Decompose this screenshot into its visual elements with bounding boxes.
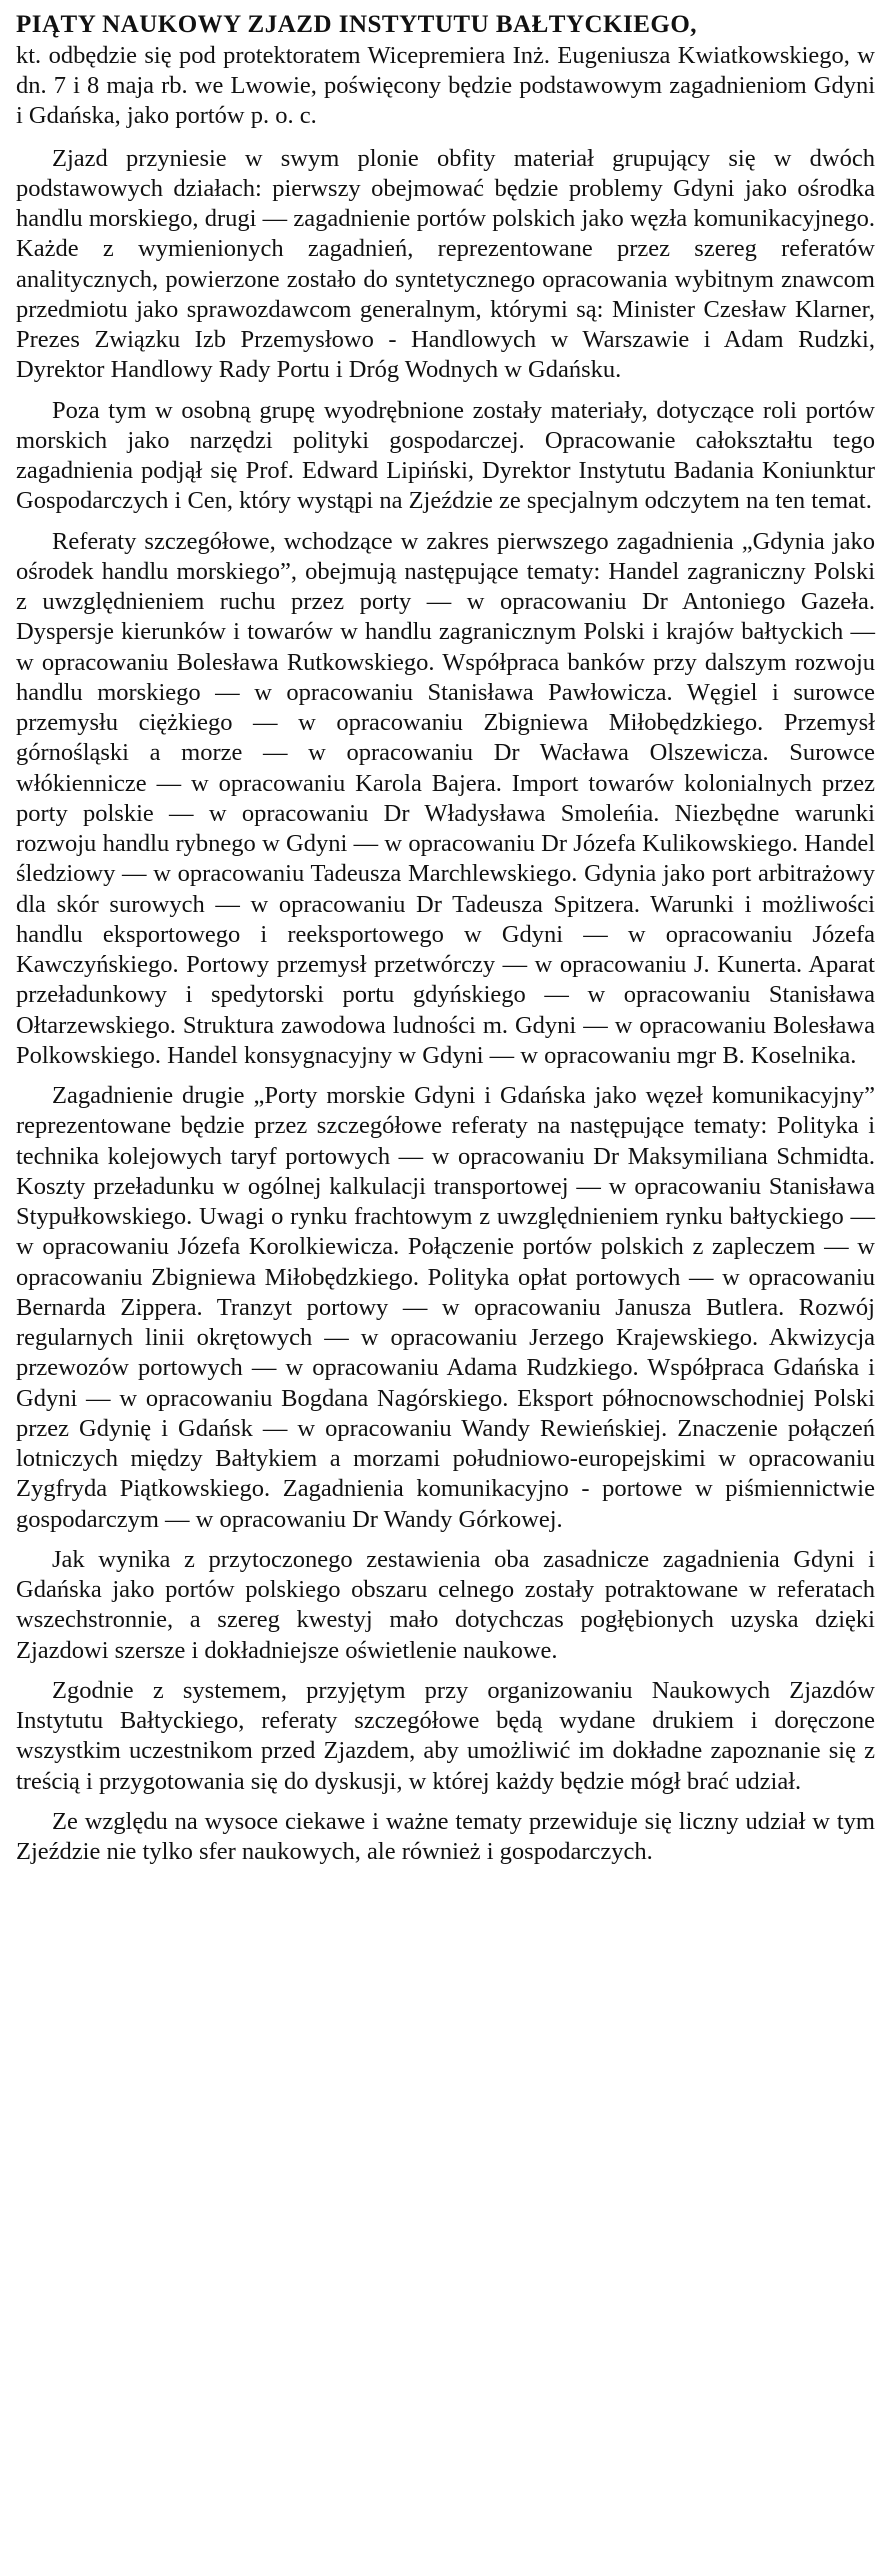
paragraph-summary: Jak wynika z przytoczonego zestawienia oba zasadnicze zagadnienia Gdyni i Gdańska jako portów polskiego obszaru celnego zostały potraktowane w referatach wszechstronnie, a szereg kwestyj mało dotychczas pogłębionych uzyska dzięki Zjazdowi szersze i dokładniejsze oświetlenie naukowe. (16, 1545, 875, 1664)
article-lead-paragraph: kt. odbędzie się pod protektoratem Wicepremiera Inż. Eugeniusza Kwiatkowskiego, w dn. 7 i 8 maja rb. we Lwowie, poświęcony będzie podstawowym zagadnieniom Gdyni i Gdańska, jako portów p. o. c. (16, 41, 875, 130)
paragraph-ports-communication-papers: Zagadnienie drugie „Porty morskie Gdyni i Gdańska jako węzeł komunikacyjny” reprezentowane będzie przez szczegółowe referaty na następujące tematy: Polityka i technika kolejowych taryf portowych — w opracowaniu Dr Maksymiliana Schmidta. Koszty przeładunku w ogólnej kalkulacji transportowej — w opracowaniu Stanisława Stypułkowskiego. Uwagi o rynku frachtowym z uwzględnieniem rynku bałtyckiego — w opracowaniu Józefa Korolkiewicza. Połączenie portów polskich z zapleczem — w opracowaniu Zbigniewa Miłobędzkiego. Polityka opłat portowych — w opracowaniu Bernarda Zippera. Tranzyt portowy — w opracowaniu Janusza Butlera. Rozwój regularnych linii okrętowych — w opracowaniu Jerzego Krajewskiego. Akwizycja przewozów portowych — w opracowaniu Adama Rudzkiego. Współpraca Gdańska i Gdyni — w opracowaniu Bogdana Nagórskiego. Eksport północnowschodniej Polski przez Gdynię i Gdańsk — w opracowaniu Wandy Rewieńskiej. Znaczenie połączeń lotniczych między Bałtykiem a morzami południowo-europejskimi w opracowaniu Zygfryda Piątkowskiego. Zagadnienia komunikacyjno - portowe w piśmiennictwie gospodarczym — w opracowaniu Dr Wandy Górkowej. (16, 1082, 875, 1533)
paragraph-zjazd-overview: Zjazd przyniesie w swym plonie obfity materiał grupujący się w dwóch podstawowych działach: pierwszy obejmować będzie problemy Gdyni jako ośrodka handlu morskiego, drugi — zagadnienie portów polskich jako węzła komunikacyjnego. Każde z wymienionych zagadnień, reprezentowane przez szereg referatów analitycznych, powierzone zostało do syntetycznego opracowania wybitnym znawcom przedmiotu jako sprawozdawcom generalnym, którymi są: Minister Czesław Klarner, Prezes Związku Izb Przemysłowo - Handlowych w Warszawie i Adam Rudzki, Dyrektor Handlowy Rady Portu i Dróg Wodnych w Gdańsku. (16, 144, 875, 384)
paragraph-publication-system: Zgodnie z systemem, przyjętym przy organizowaniu Naukowych Zjazdów Instytutu Bałtyckiego, referaty szczegółowe będą wydane drukiem i doręczone wszystkim uczestnikom przed Zjazdem, aby umożliwić im dokładne zapoznanie się z treścią i przygotowania się do dyskusji, w której każdy będzie mógł brać udział. (16, 1676, 875, 1795)
paragraph-expected-participation: Ze względu na wysoce ciekawe i ważne tematy przewiduje się liczny udział w tym Zjeździe nie tylko sfer naukowych, ale również i gospodarczych. (16, 1807, 875, 1866)
paragraph-ports-policy: Poza tym w osobną grupę wyodrębnione zostały materiały, dotyczące roli portów morskich jako narzędzi polityki gospodarczej. Opracowanie całokształtu tego zagadnienia podjął się Prof. Edward Lipiński, Dyrektor Instytutu Badania Koniunktur Gospodarczych i Cen, który wystąpi na Zjeździe ze specjalnym odczytem na ten temat. (16, 396, 875, 515)
article-title: PIĄTY NAUKOWY ZJAZD INSTYTUTU BAŁTYCKIEGO, (16, 11, 698, 38)
paragraph-gdynia-trade-papers: Referaty szczegółowe, wchodzące w zakres pierwszego zagadnienia „Gdynia jako ośrodek handlu morskiego”, obejmują następujące tematy: Handel zagraniczny Polski z uwzględnieniem ruchu przez porty — w opracowaniu Dr Antoniego Gazeła. Dyspersje kierunków i towarów w handlu zagranicznym Polski i krajów bałtyckich — w opracowaniu Bolesława Rutkowskiego. Współpraca banków przy dalszym rozwoju handlu morskiego — w opracowaniu Stanisława Pawłowicza. Węgiel i surowce przemysłu ciężkiego — w opracowaniu Zbigniewa Miłobędzkiego. Przemysł górnośląski a morze — w opracowaniu Dr Wacława Olszewicza. Surowce włókiennicze — w opracowaniu Karola Bajera. Import towarów kolonialnych przez porty polskie — w opracowaniu Dr Władysława Smoleńia. Niezbędne warunki rozwoju handlu rybnego w Gdyni — w opracowaniu Dr Józefa Kulikowskiego. Handel śledziowy — w opracowaniu Tadeusza Marchlewskiego. Gdynia jako port arbitrażowy dla skór surowych — w opracowaniu Dr Tadeusza Spitzera. Warunki i możliwości handlu eksportowego i reeksportowego w Gdyni — w opracowaniu Józefa Kawczyńskiego. Portowy przemysł przetwórczy — w opracowaniu J. Kunerta. Aparat przeładunkowy i spedytorski portu gdyńskiego — w opracowaniu Stanisława Ołtarzewskiego. Struktura zawodowa ludności m. Gdyni — w opracowaniu Bolesława Polkowskiego. Handel konsygnacyjny w Gdyni — w opracowaniu mgr B. Koselnika. (16, 527, 875, 1069)
